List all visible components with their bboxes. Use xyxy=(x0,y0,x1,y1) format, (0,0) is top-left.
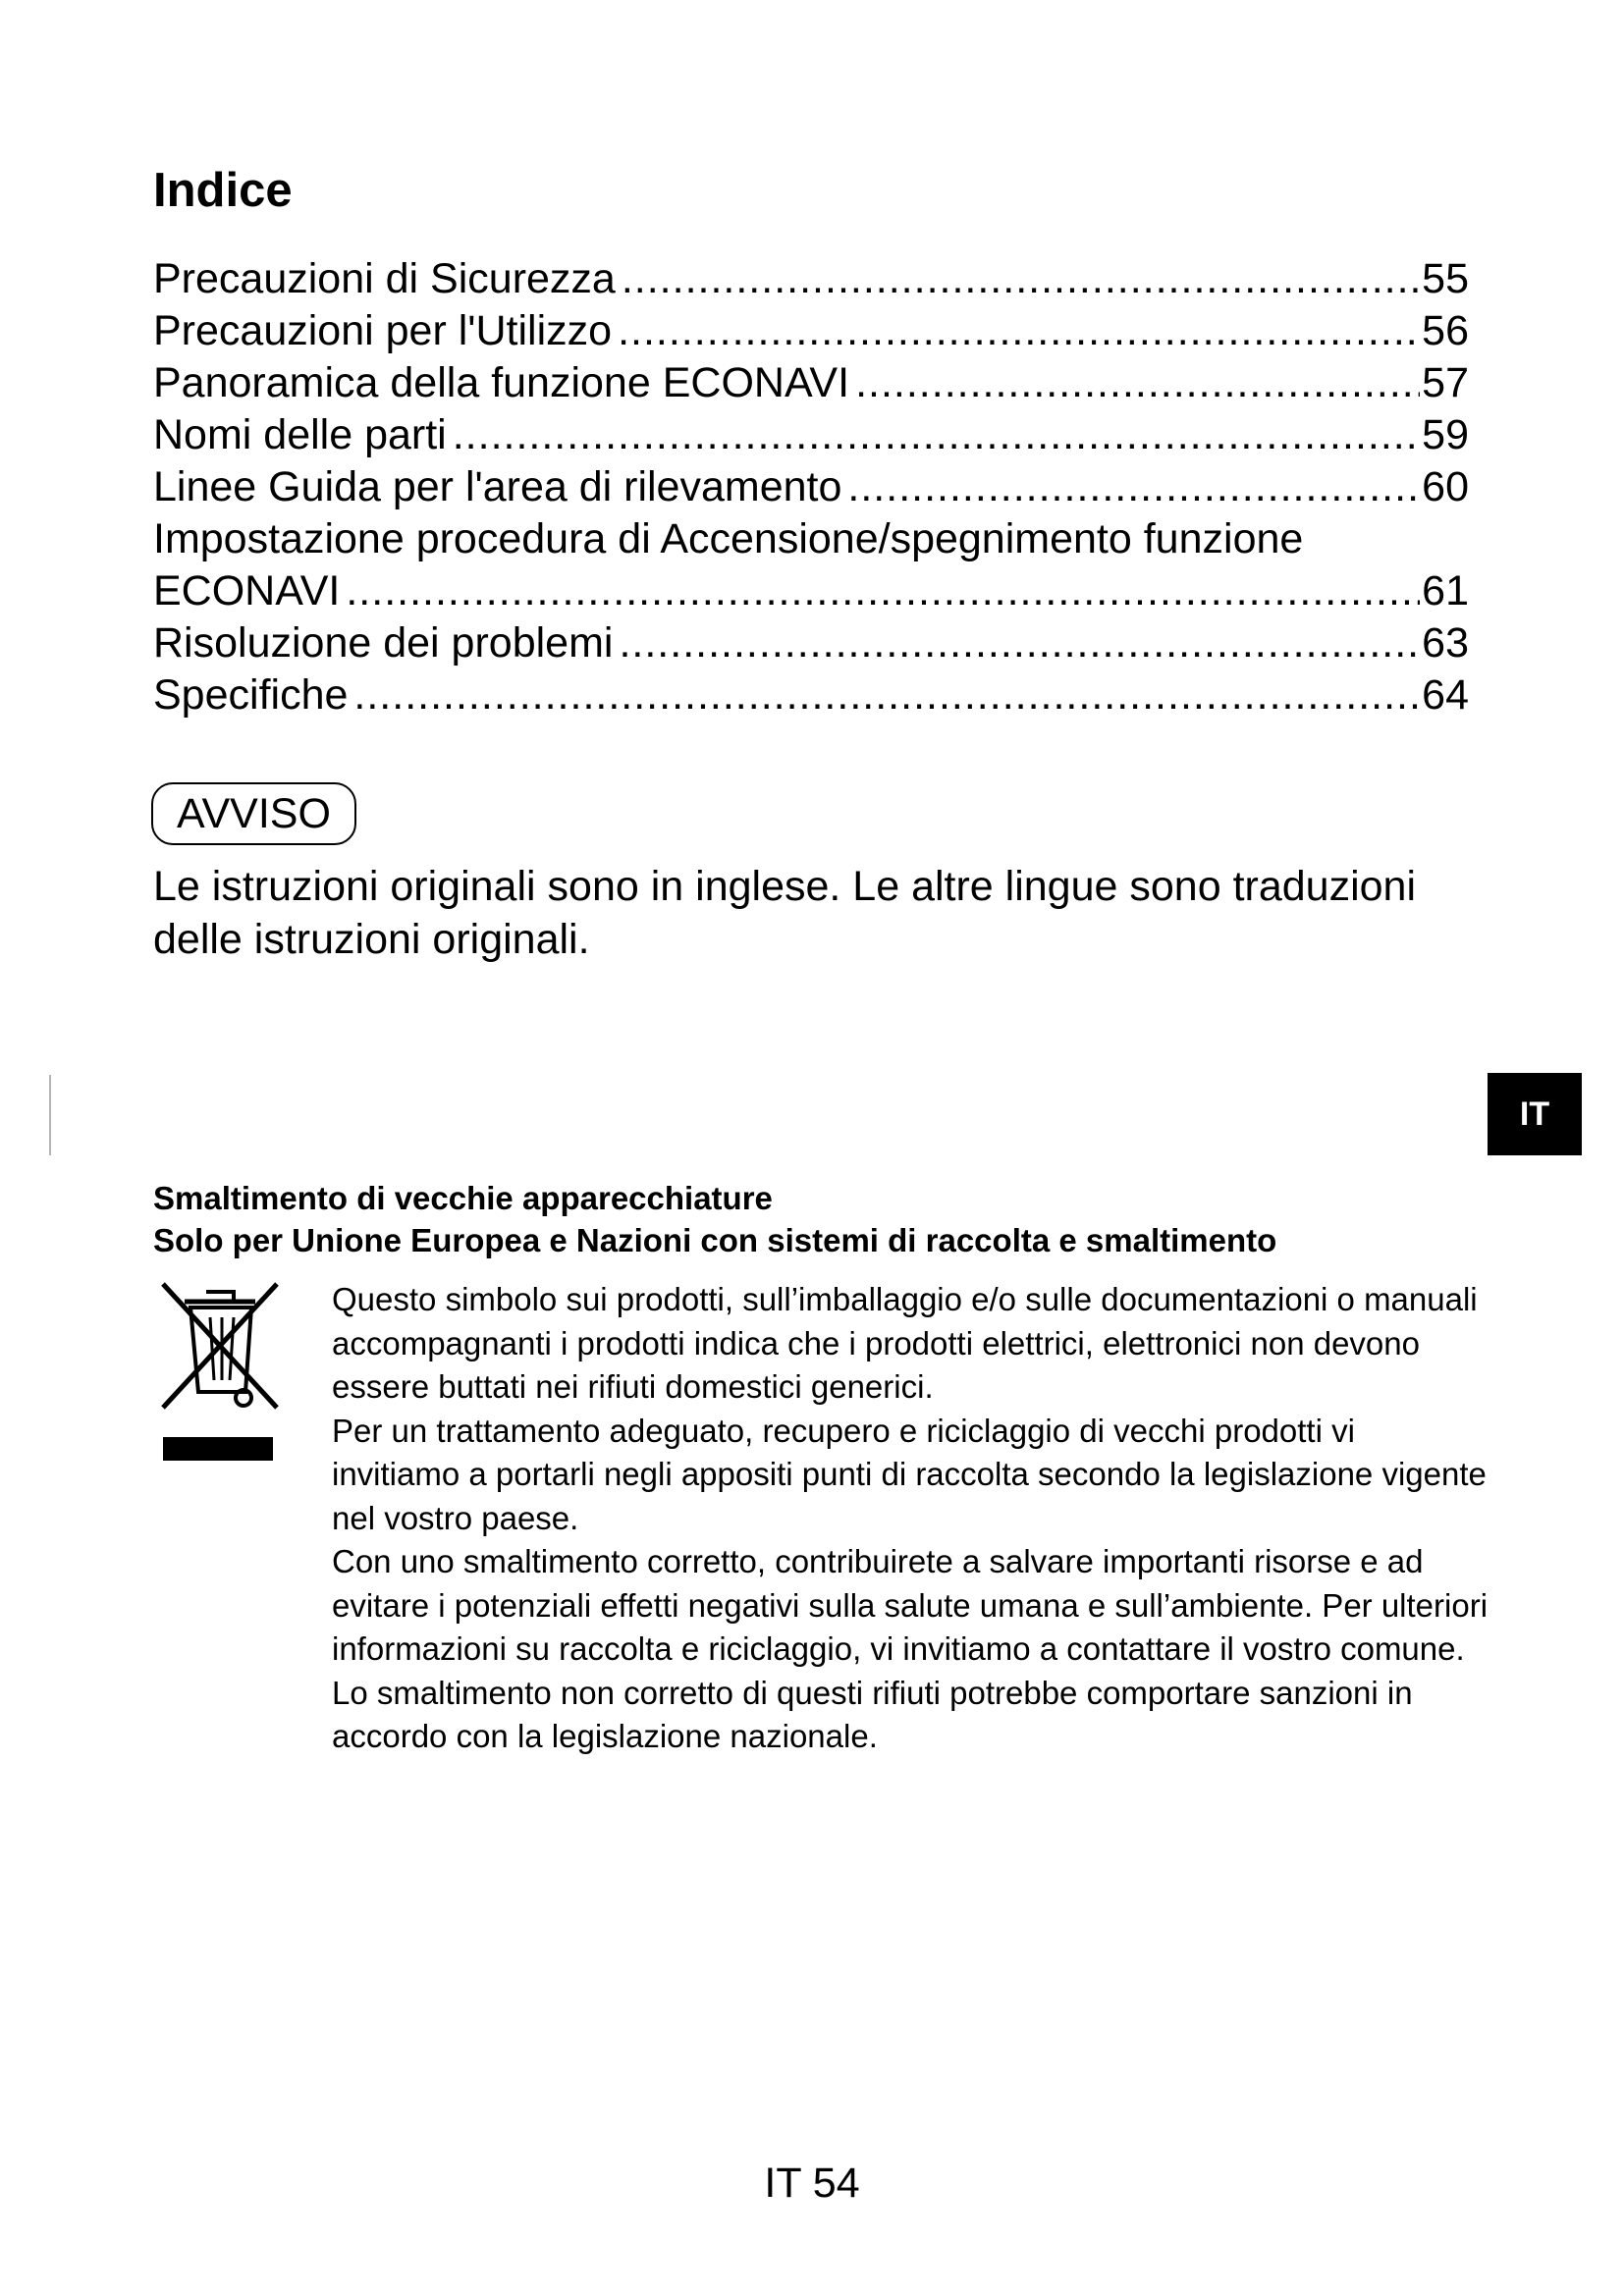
notice-text: Le istruzioni originali sono in inglese. Le altre lingue sono traduzioni delle istruzioni originali. xyxy=(153,863,1417,963)
toc-dot-leader xyxy=(855,357,1420,409)
toc-entry xyxy=(153,461,1469,513)
page-title: Indice xyxy=(153,164,293,217)
toc-dot-leader xyxy=(618,305,1420,357)
disposal-paragraph: Lo smaltimento non corretto di questi rifiuti potrebbe comportare sanzioni in accordo con la legislazione nazionale. xyxy=(332,1674,1413,1754)
toc-entry xyxy=(153,357,1469,409)
toc-dot-leader xyxy=(622,253,1420,305)
toc-dot-leader xyxy=(619,617,1420,669)
toc-dot-leader xyxy=(353,669,1420,721)
toc-entry-label: Linee Guida per l'area di rilevamento xyxy=(153,463,842,510)
toc-entry-continuation xyxy=(153,565,1469,617)
toc-entry-page: 56 xyxy=(1422,307,1469,354)
toc-entry-label-line1: Impostazione procedura di Accensione/spegnimento funzione xyxy=(153,515,1304,562)
toc-entry xyxy=(153,669,1469,721)
crossed-out-wheelie-bin-icon xyxy=(155,1278,283,1465)
toc-entry xyxy=(153,253,1469,305)
toc-dot-leader xyxy=(847,461,1420,513)
disposal-paragraph: Questo simbolo sui prodotti, sull’imballaggio e/o sulle documentazioni o manuali accompagnanti i prodotti indica che i prodotti elettrici, elettronici non devono essere buttati nei rifiuti domestici generici. xyxy=(332,1281,1478,1405)
toc-entry-label: Risoluzione dei problemi xyxy=(153,619,614,667)
toc-entry-label-line2: ECONAVI xyxy=(153,567,341,614)
toc-entry-page: 59 xyxy=(1422,411,1469,458)
margin-divider xyxy=(49,1075,51,1155)
toc-entry xyxy=(153,409,1469,461)
toc-entry-label: Nomi delle parti xyxy=(153,411,447,458)
table-of-contents xyxy=(153,253,1469,721)
toc-entry xyxy=(153,617,1469,669)
toc-dot-leader xyxy=(453,409,1420,461)
toc-entry-label: Specifiche xyxy=(153,671,349,719)
toc-entry-label: Panoramica della funzione ECONAVI xyxy=(153,359,850,406)
toc-entry xyxy=(153,305,1469,357)
toc-dot-leader xyxy=(346,565,1420,617)
disposal-paragraph: Per un trattamento adeguato, recupero e riciclaggio di vecchi prodotti vi invitiamo a portarli negli appositi punti di raccolta secondo la legislazione vigente nel vostro paese. xyxy=(332,1412,1487,1536)
toc-entry-page: 55 xyxy=(1422,255,1469,302)
disposal-heading-line2: Solo per Unione Europea e Nazioni con sistemi di raccolta e smaltimento xyxy=(153,1222,1277,1258)
toc-entry-label: Precauzioni per l'Utilizzo xyxy=(153,307,613,354)
notice-badge: AVVISO xyxy=(151,782,356,845)
disposal-body xyxy=(332,1278,1490,1759)
disposal-heading-line1: Smaltimento di vecchie apparecchiature xyxy=(153,1180,773,1216)
toc-entry-label: Precauzioni di Sicurezza xyxy=(153,255,616,302)
toc-entry-page: 64 xyxy=(1422,671,1469,719)
toc-entry-page: 60 xyxy=(1422,463,1469,510)
toc-entry-page: 57 xyxy=(1422,359,1469,406)
toc-entry-page: 63 xyxy=(1422,619,1469,667)
language-tab: IT xyxy=(1488,1073,1582,1155)
disposal-heading xyxy=(153,1177,1528,1261)
disposal-paragraph: Con uno smaltimento corretto, contribuirete a salvare importanti risorse e ad evitare i potenziali effetti negativi sulla salute umana e sull’ambiente. Per ulteriori informazioni su raccolta e riciclaggio, vi invitiamo a contattare il vostro comune. xyxy=(332,1543,1489,1667)
page-number: IT 54 xyxy=(764,2160,860,2207)
toc-entry-page: 61 xyxy=(1422,567,1469,614)
toc-entry xyxy=(153,513,1469,617)
